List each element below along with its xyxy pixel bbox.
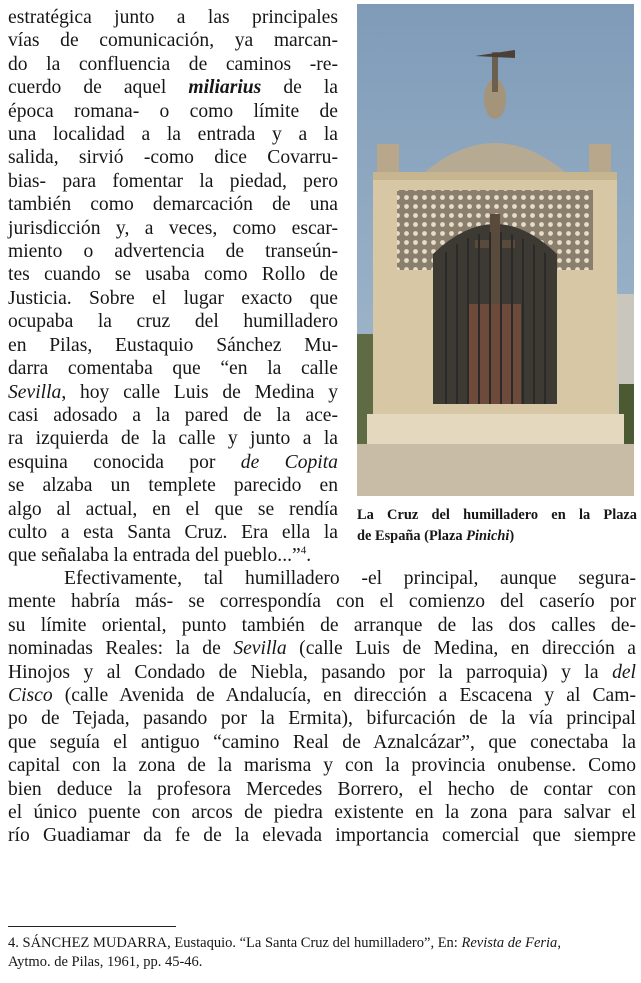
humilladero-photo — [357, 4, 634, 496]
text-line: río Guadiamar da fe de la elevada importancia comercial que siempre — [8, 825, 636, 847]
humilladero-illustration — [357, 4, 634, 496]
text-line: miento o advertencia de transeún- — [8, 241, 338, 263]
text-line: el único puente con arcos de piedra existente en la zona para salvar el — [8, 802, 636, 824]
text-line: cuerdo de aquel miliarius de la — [8, 77, 338, 99]
text-line: ra izquierda de la calle y junto a la — [8, 428, 338, 450]
italic-term: Sevilla — [8, 381, 62, 403]
text-line: casi adosado a la pared de la ace- — [8, 404, 338, 426]
text-line: bien deduce la profesora Mercedes Borrero, el hecho de contar con — [8, 778, 636, 800]
footnote-ref: 4 — [300, 544, 307, 557]
text-line: época romana- o como límite de — [8, 100, 338, 122]
italic-term: Revista de Feria — [461, 935, 558, 951]
italic-term: Sevilla — [233, 638, 287, 660]
footnote — [8, 934, 636, 972]
text-line: algo al actual, en el que se rendía — [8, 498, 338, 520]
footnote-line: Aytmo. de Pilas, 1961, pp. 45-46. — [8, 954, 203, 970]
text-line: Cisco (calle Avenida de Andalucía, en dirección a Escacena y al Cam- — [8, 685, 636, 707]
caption-line: de España (Plaza Pinichi) — [357, 528, 515, 544]
text-line: jurisdicción y, a veces, como escar- — [8, 217, 338, 239]
text-line: mente habría más- se correspondía con el comienzo del caserío por — [8, 591, 636, 613]
text-line: salida, sirvió -como dice Covarru- — [8, 147, 338, 169]
italic-term: Pinichi — [466, 528, 510, 544]
text-line: Sevilla, hoy calle Luis de Medina y — [8, 381, 338, 403]
text-line: en Pilas, Eustaquio Sánchez Mu- — [8, 334, 338, 356]
text-line: po de Tejada, pasando por la Ermita), bifurcación de la vía principal — [8, 708, 636, 730]
body-paragraph — [8, 567, 636, 848]
text-line: una localidad a la entrada y a la — [8, 124, 338, 146]
photo-caption — [357, 505, 637, 547]
italic-term: miliarius — [188, 77, 262, 99]
text-line: esquina conocida por de Copita — [8, 451, 338, 473]
italic-term: de Copita — [240, 451, 338, 473]
text-line: darra comentaba que “en la calle — [8, 358, 338, 380]
footnote-divider — [8, 926, 176, 927]
text-line: se alzaba un templete parecido en — [8, 475, 338, 497]
column-text — [8, 6, 338, 568]
text-line: Efectivamente, tal humilladero -el principal, aunque segura- — [64, 568, 636, 589]
text-line: tes cuando se usaba como Rollo de — [8, 264, 338, 286]
text-line: capital con la zona de la marisma y con la provincia onubense. Como — [8, 755, 636, 777]
text-line: nominadas Reales: la de Sevilla (calle Luis de Medina, en dirección a — [8, 638, 636, 660]
text-line: estratégica junto a las principales — [8, 7, 338, 28]
text-line: que seguía el antiguo “camino Real de Aznalcázar”, que conectaba la — [8, 731, 636, 753]
text-line: también como demarcación de una — [8, 194, 338, 216]
italic-term: del — [612, 661, 636, 683]
text-line: do la confluencia de caminos -re- — [8, 53, 338, 75]
text-line: culto a esta Santa Cruz. Era ella la — [8, 521, 338, 543]
text-line: ocupaba la cruz del humilladero — [8, 311, 338, 333]
text-line: Hinojos y al Condado de Niebla, pasando por la parroquia) y la del — [8, 661, 636, 683]
text-line: vías de comunicación, ya marcan- — [8, 30, 338, 52]
text-line: que señalaba la entrada del pueblo...”$^4$. — [8, 544, 312, 567]
footnote-line: 4. SÁNCHEZ MUDARRA, Eustaquio. “La Santa Cruz del humilladero”, En: Revista de Feria, — [8, 935, 561, 951]
text-line: su límite oriental, punto también de arranque de las dos calles de- — [8, 614, 636, 636]
text-line: Justicia. Sobre el lugar exacto que — [8, 287, 338, 309]
text-line: bias- para fomentar la piedad, pero — [8, 170, 338, 192]
caption-line: La Cruz del humilladero en la Plaza — [357, 507, 637, 523]
italic-term: Cisco — [8, 685, 53, 707]
